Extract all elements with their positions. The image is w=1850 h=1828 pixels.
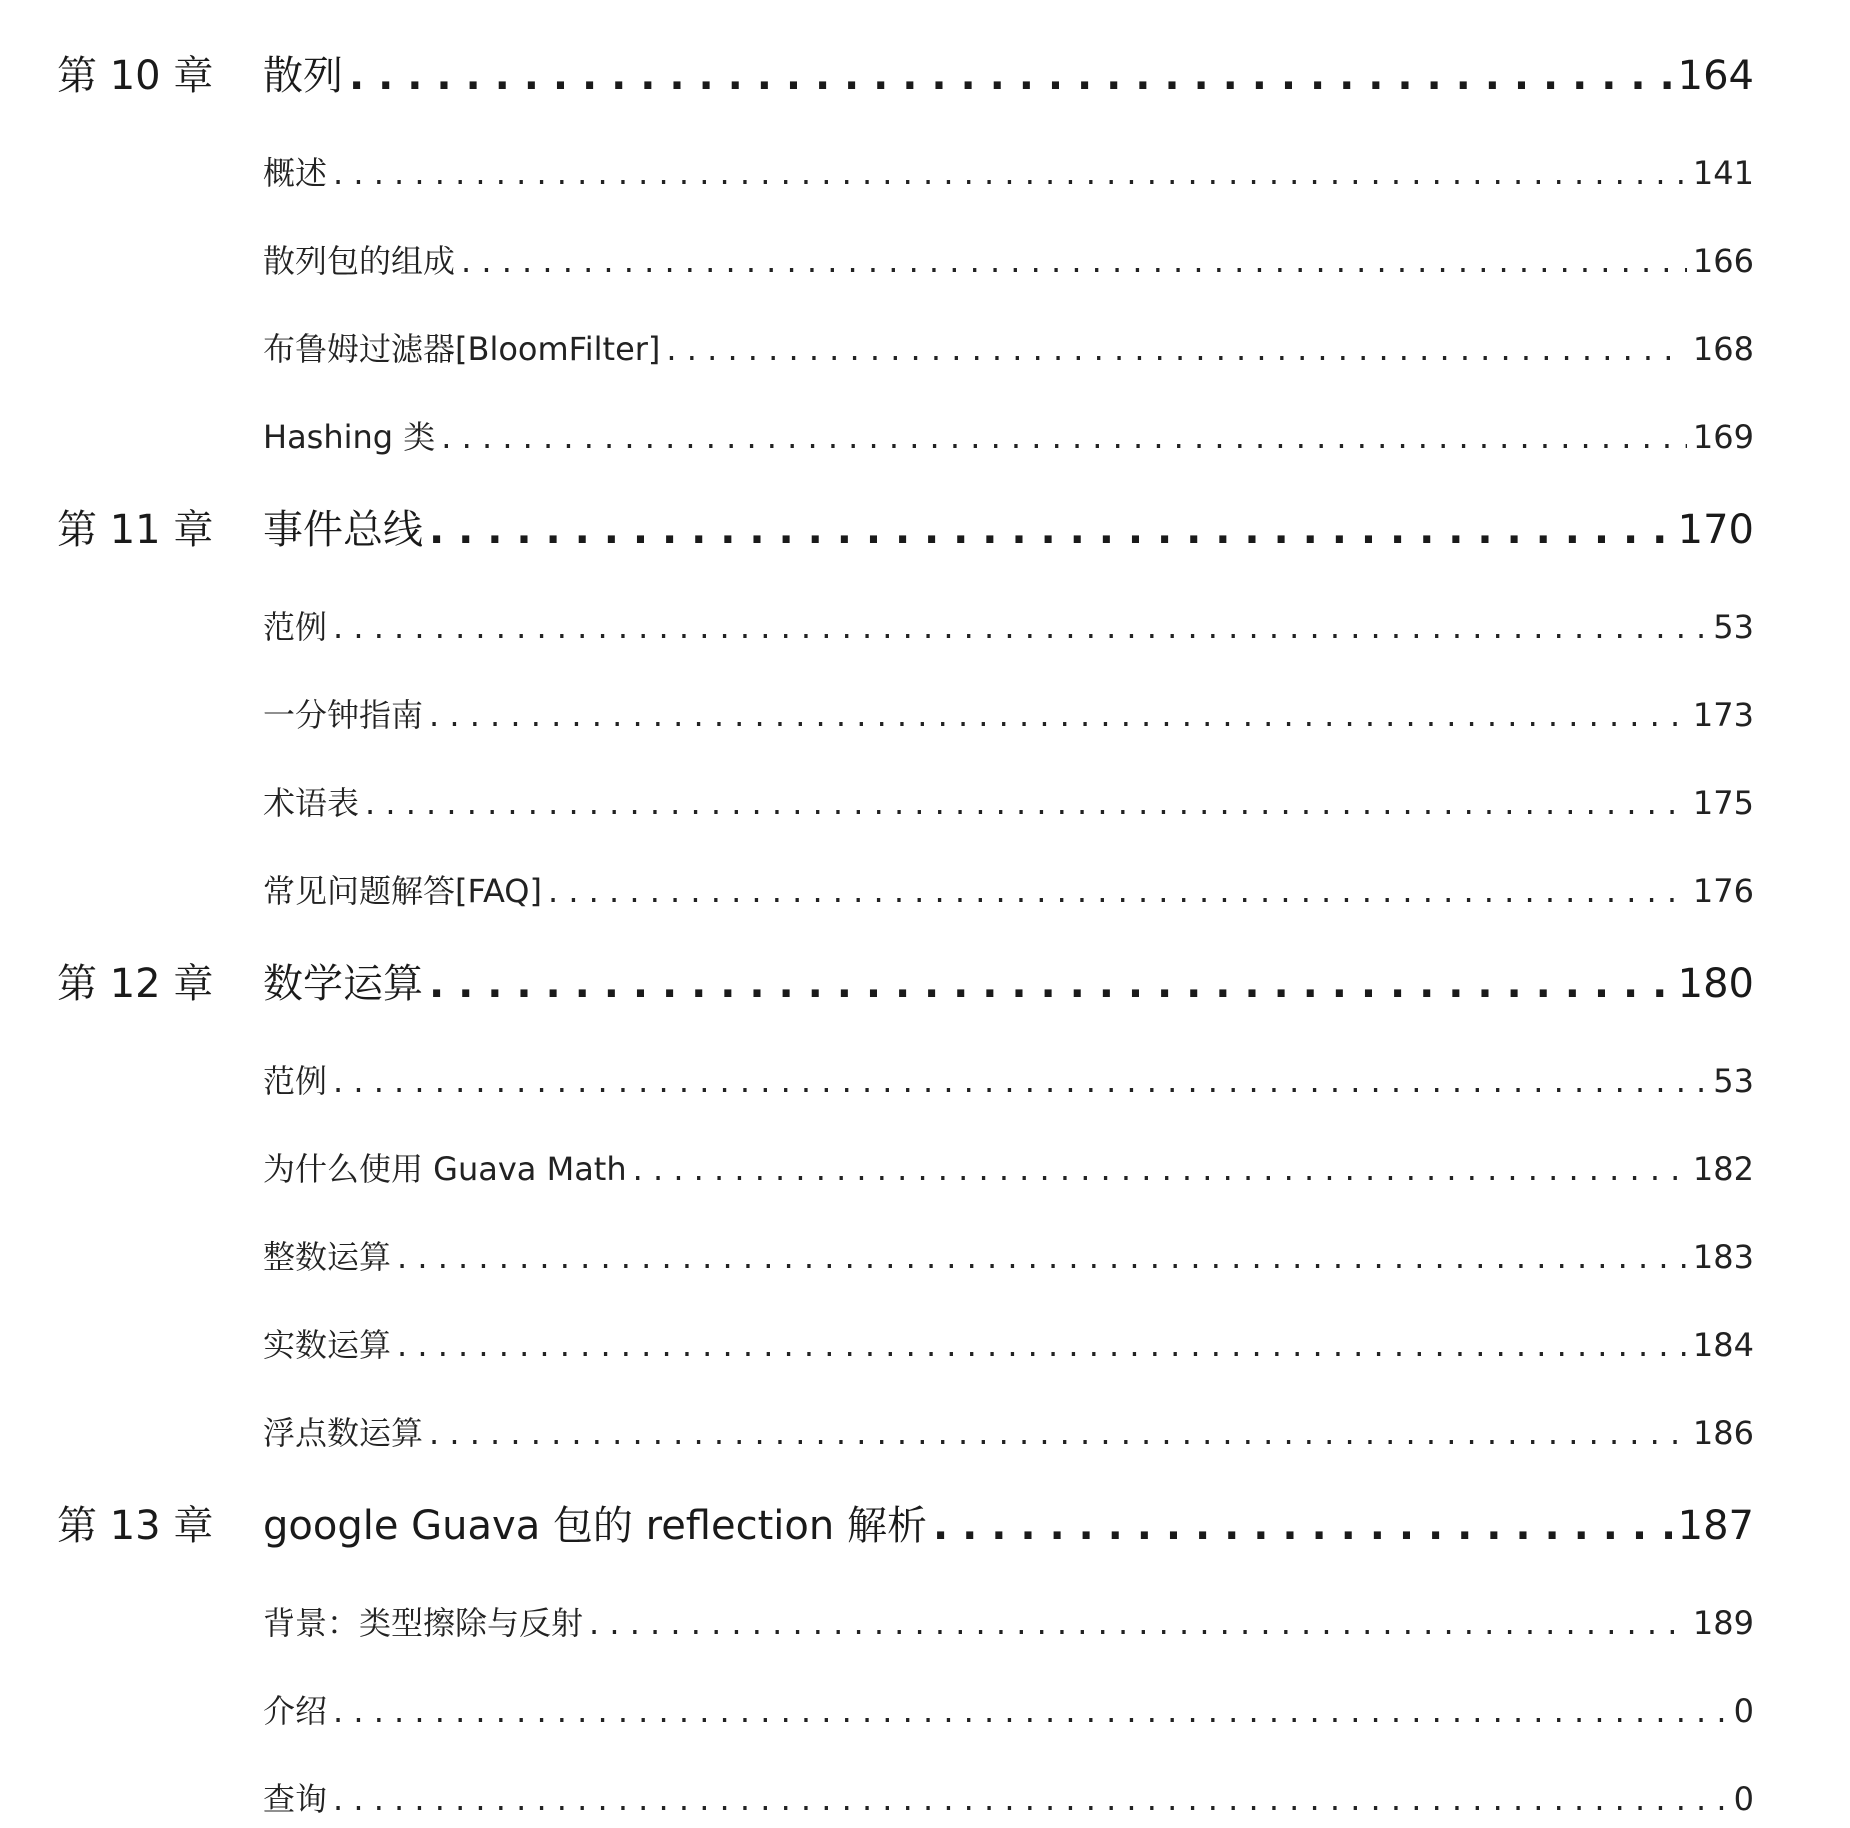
dot-leader [933, 1503, 1672, 1549]
section-title[interactable]: 查询 [263, 1780, 328, 1818]
chapter-title[interactable]: 数学运算 [263, 961, 423, 1007]
chapter-title[interactable]: 事件总线 [263, 507, 423, 553]
section-title[interactable]: 为什么使用 Guava Math [263, 1150, 627, 1188]
page-number: 186 [1692, 1414, 1754, 1452]
section-title[interactable]: 概述 [263, 154, 328, 192]
page-number: 180 [1677, 961, 1754, 1007]
page-number: 183 [1692, 1238, 1754, 1276]
dot-leader [441, 418, 1687, 456]
section-title[interactable]: 实数运算 [263, 1326, 392, 1364]
page-number: 184 [1692, 1326, 1754, 1364]
dot-leader [429, 696, 1687, 734]
dot-leader [429, 961, 1672, 1007]
dot-leader [429, 1414, 1687, 1452]
dot-leader [666, 330, 1687, 368]
page-number: 182 [1692, 1150, 1754, 1188]
page-number: 0 [1733, 1780, 1754, 1818]
page-number: 173 [1692, 696, 1754, 734]
chapter-title[interactable]: 散列 [263, 53, 343, 99]
dot-leader [397, 1326, 1687, 1364]
section-title[interactable]: 常见问题解答[FAQ] [263, 872, 542, 910]
section-title[interactable]: 术语表 [263, 784, 360, 822]
section-title[interactable]: 散列包的组成 [263, 242, 456, 280]
page-number: 53 [1713, 1062, 1754, 1100]
section-title[interactable]: 范例 [263, 1062, 328, 1100]
page-number: 176 [1692, 872, 1754, 910]
section-title[interactable]: 浮点数运算 [263, 1414, 424, 1452]
dot-leader [333, 154, 1687, 192]
section-title[interactable]: 整数运算 [263, 1238, 392, 1276]
chapter-number: 第 13 章 [57, 1503, 214, 1549]
section-title[interactable]: 范例 [263, 608, 328, 646]
page-number: 168 [1692, 330, 1754, 368]
dot-leader [548, 872, 1687, 910]
chapter-title[interactable]: google Guava 包的 reflection 解析 [263, 1503, 927, 1549]
page-number: 187 [1677, 1503, 1754, 1549]
page-number: 189 [1692, 1604, 1754, 1642]
section-title[interactable]: 介绍 [263, 1692, 328, 1730]
page-number: 0 [1733, 1692, 1754, 1730]
page-number: 170 [1677, 507, 1754, 553]
dot-leader [429, 507, 1672, 553]
chapter-number: 第 10 章 [57, 53, 214, 99]
dot-leader [349, 53, 1672, 99]
chapter-number: 第 12 章 [57, 961, 214, 1007]
page-number: 53 [1713, 608, 1754, 646]
dot-leader [589, 1604, 1687, 1642]
page-number: 141 [1692, 154, 1754, 192]
dot-leader [333, 1062, 1707, 1100]
section-title[interactable]: 布鲁姆过滤器[BloomFilter] [263, 330, 661, 368]
dot-leader [333, 1692, 1728, 1730]
dot-leader [333, 608, 1707, 646]
dot-leader [397, 1238, 1687, 1276]
page-number: 164 [1677, 53, 1754, 99]
section-title[interactable]: 一分钟指南 [263, 696, 424, 734]
page-number: 169 [1692, 418, 1754, 456]
dot-leader [365, 784, 1687, 822]
chapter-number: 第 11 章 [57, 507, 214, 553]
dot-leader [633, 1150, 1687, 1188]
section-title[interactable]: 背景：类型擦除与反射 [263, 1604, 584, 1642]
section-title[interactable]: Hashing 类 [263, 418, 436, 456]
page-number: 166 [1692, 242, 1754, 280]
dot-leader [333, 1780, 1728, 1818]
page-number: 175 [1692, 784, 1754, 822]
dot-leader [461, 242, 1687, 280]
